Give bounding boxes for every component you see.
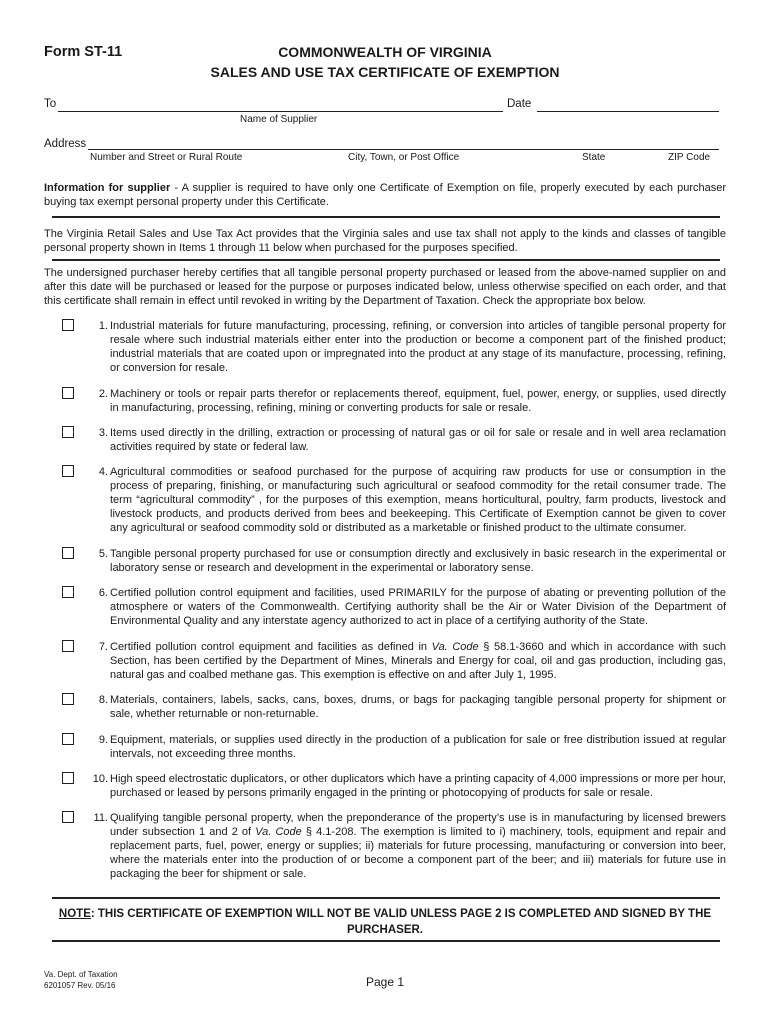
item-text: Industrial materials for future manufacturing, processing, refining, or conversion into articles of tangible personal property for resale where such industrial materials either enter into the production or become a component part of the finished product; industrial materials that are coated upon or impregnated into the product at any stage of its manufacture, processing, refining, or conversion for resale. <box>110 320 726 374</box>
supplier-name-field[interactable] <box>58 111 503 112</box>
checkbox-item-1[interactable] <box>62 319 74 331</box>
divider <box>52 216 720 218</box>
item-text: Agricultural commodities or seafood purchased for the purpose of acquiring raw products for use or consumption in the process of preparing, finishing, or manufacturing such agricultural or seafood commodity for the retail consumer trade. The term “agricultural commodity” , for the purposes of this exemption, means horticultural, poultry, farm products, livestock and livestock products, and products derived from bees and beekeeping. This Certificate of Exemption cannot be given to cover any agricultural or seafood commodity sold or distributed as a marketable or finished product to the ultimate consumer. <box>110 466 726 534</box>
checkbox-item-5[interactable] <box>62 547 74 559</box>
certify-paragraph: The undersigned purchaser hereby certifies that all tangible personal property purchased or leased from the above-named supplier on and after this date will be purchased or leased for the purpose or purposes indicated below, unless otherwise specified on each order, and that this certificate shall remain in effect until revoked in writing by the Department of Taxation. Check the appropriate box below. <box>44 267 726 307</box>
item-text: Machinery or tools or repair parts therefor or replacements thereof, equipment, fuel, power, energy, or supplies, used directly in manufacturing, processing, refining, mining or converting products for sale or resale. <box>110 388 726 414</box>
supplier-info-paragraph <box>44 181 726 209</box>
item-text: Equipment, materials, or supplies used directly in the production of a publication for sale or free distribution issued at regular intervals, not exceeding three months. <box>110 734 726 760</box>
item-number: 10. <box>92 773 108 785</box>
checkbox-item-2[interactable] <box>62 387 74 399</box>
validity-note <box>44 906 726 938</box>
checkbox-item-7[interactable] <box>62 640 74 652</box>
item-text-part: § 4.1-208. The exemption is limited to i) machinery, tools, equipment and repair and replacement parts, fuel, power, energy or supplies; ii) materials for future processing, manufacturing or conversion into beer, where the materials enter into the production of or become a component part of the beer; and iii) materials for future use in packaging the beer for shipment or sale. <box>110 826 726 880</box>
item-number: 1. <box>98 320 108 332</box>
address-field[interactable] <box>88 149 719 150</box>
street-caption: Number and Street or Rural Route <box>90 152 243 163</box>
divider <box>52 897 720 899</box>
to-label: To <box>44 98 57 110</box>
checkbox-item-10[interactable] <box>62 772 74 784</box>
checkbox-item-6[interactable] <box>62 586 74 598</box>
zip-caption: ZIP Code <box>668 152 711 163</box>
item-text-part: Certified pollution control equipment and facilities as defined in <box>110 641 432 653</box>
item-text-part: § 58.1-3660 and which in accordance with such Section, has been certified by the Department of Mines, Minerals and Energy for coal, oil and gas production, including gas, natural gas and coalbed methane gas. This exemption is effective on and after July 1, 1995. <box>110 641 726 681</box>
note-text: : THIS CERTIFICATE OF EXEMPTION WILL NOT BE VALID UNLESS PAGE 2 IS COMPLETED AND SIGNED BY THE PURCHASER. <box>90 908 712 936</box>
state-caption: State <box>582 152 606 163</box>
footer-dept: Va. Dept. of Taxation <box>44 970 118 979</box>
item-number: 5. <box>98 548 108 560</box>
item-number: 8. <box>98 694 108 706</box>
date-field[interactable] <box>537 111 719 112</box>
supplier-name-caption: Name of Supplier <box>240 114 318 125</box>
item-number: 4. <box>98 466 108 478</box>
city-caption: City, Town, or Post Office <box>348 152 460 163</box>
page-subtitle: SALES AND USE TAX CERTIFICATE OF EXEMPTION <box>210 64 560 80</box>
address-label: Address <box>44 138 87 150</box>
note-label: NOTE <box>58 908 91 920</box>
item-number: 2. <box>98 388 108 400</box>
divider <box>52 259 720 261</box>
page-title: COMMONWEALTH OF VIRGINIA <box>278 44 492 60</box>
date-label: Date <box>507 98 532 110</box>
item-text <box>110 811 726 881</box>
checkbox-item-8[interactable] <box>62 693 74 705</box>
code-reference: Va. Code <box>255 826 302 838</box>
item-text <box>110 640 726 682</box>
page-number: Page 1 <box>366 975 405 989</box>
item-text-part: Qualifying tangible personal property, when the preponderance of the property’s use is in manufacturing by licensed brewers under subsection 1 and 2 of <box>110 812 726 838</box>
item-text: Tangible personal property purchased for use or consumption directly and exclusively in basic research in the experimental or laboratory sense or research and development in the experimental or laboratory sense. <box>110 548 726 574</box>
item-text: Materials, containers, labels, sacks, cans, boxes, drums, or bags for packaging tangible personal property for shipment or sale, whether returnable or non-returnable. <box>110 694 726 720</box>
item-text: Certified pollution control equipment and facilities, used PRIMARILY for the purpose of abating or preventing pollution of the atmosphere or waters of the Commonwealth. Certifying authority shall be the Air or Water Division of the Department of Environmental Quality and any interstate agency authorized to act in place of a certifying authority of the State. <box>110 587 726 627</box>
act-paragraph: The Virginia Retail Sales and Use Tax Act provides that the Virginia sales and use tax shall not apply to the kinds and classes of tangible personal property shown in Items 1 through 11 below when purchased for the purposes specified. <box>44 228 726 254</box>
item-number: 3. <box>98 427 108 439</box>
divider <box>52 940 720 942</box>
item-number: 7. <box>98 641 108 653</box>
code-reference: Va. Code <box>431 641 479 653</box>
footer-form-code: 6201057 Rev. 05/16 <box>44 981 116 990</box>
supplier-info-heading: Information for supplier <box>44 182 171 194</box>
item-number: 11. <box>93 812 108 824</box>
item-text: High speed electrostatic duplicators, or other duplicators which have a printing capacity of 4,000 impressions or more per hour, purchased or leased by persons primarily engaged in the printing or photocopying of products for sale or resale. <box>110 773 726 799</box>
form-number: Form ST-11 <box>44 44 123 60</box>
item-number: 6. <box>98 587 108 599</box>
supplier-info-text: - A supplier is required to have only one Certificate of Exemption on file, properly executed by each purchaser buying tax exempt personal property under this Certificate. <box>44 182 726 208</box>
checkbox-item-11[interactable] <box>62 811 74 823</box>
checkbox-item-3[interactable] <box>62 426 74 438</box>
checkbox-item-9[interactable] <box>62 733 74 745</box>
item-text: Items used directly in the drilling, extraction or processing of natural gas or oil for sale or resale and in well area reclamation activities required by state or federal law. <box>110 427 726 453</box>
checkbox-item-4[interactable] <box>62 465 74 477</box>
item-number: 9. <box>98 734 108 746</box>
